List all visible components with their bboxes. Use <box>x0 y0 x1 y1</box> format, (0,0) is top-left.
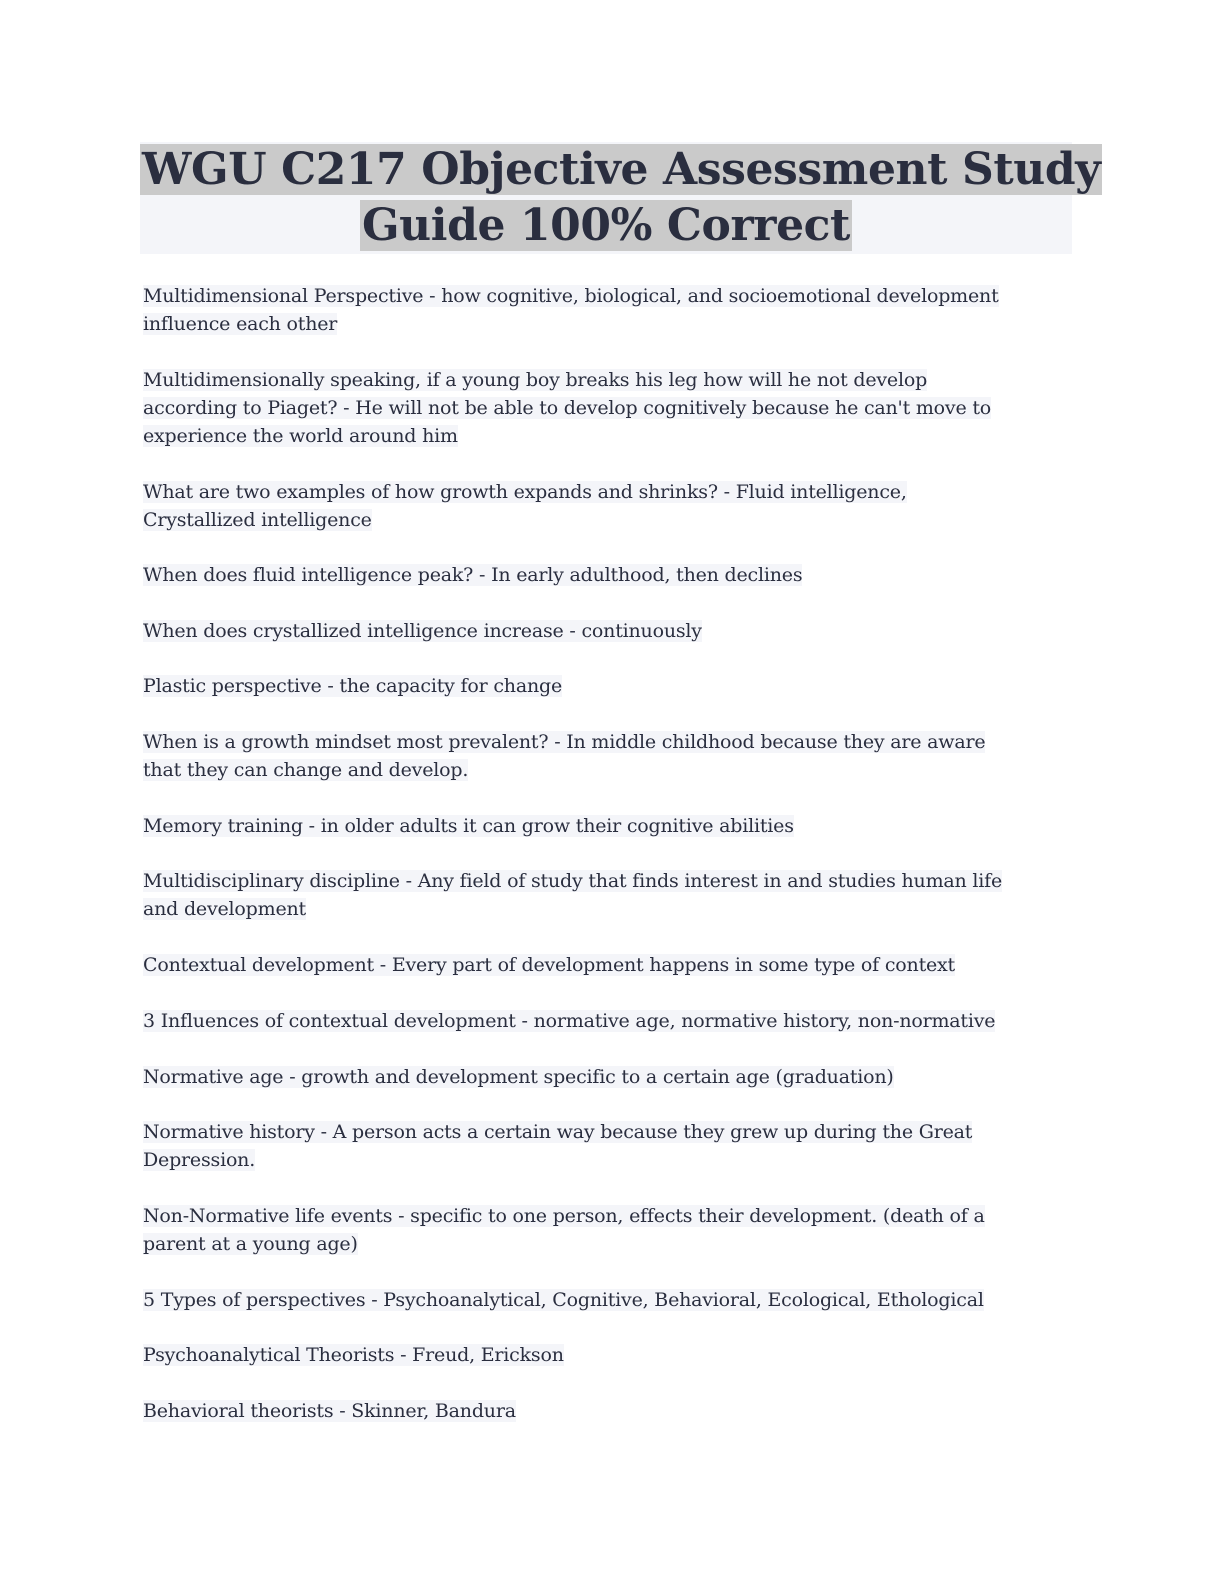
study-entry <box>143 561 802 589</box>
study-entry <box>143 1118 972 1174</box>
entry-line <box>143 756 985 784</box>
entry-line <box>143 1230 985 1258</box>
entry-line <box>143 867 1002 895</box>
entry-line-text: What are two examples of how growth expands and shrinks? - Fluid intelligence, <box>143 481 907 503</box>
study-entry <box>143 728 985 784</box>
study-entry <box>143 366 991 450</box>
entry-line-text: parent at a young age) <box>143 1233 358 1255</box>
entry-line-text: Multidimensional Perspective - how cognitive, biological, and socioemotional development <box>143 285 999 307</box>
entry-line-text: When is a growth mindset most prevalent? - In middle childhood because they are aware <box>143 731 986 753</box>
study-entry <box>143 672 562 700</box>
entry-line-text: experience the world around him <box>143 425 458 447</box>
entry-line <box>143 1341 564 1369</box>
entry-line-text: Behavioral theorists - Skinner, Bandura <box>143 1400 516 1422</box>
entry-line <box>143 812 794 840</box>
entry-line-text: Normative age - growth and development specific to a certain age (graduation) <box>143 1066 894 1088</box>
entry-line <box>143 366 991 394</box>
entry-line-text: that they can change and develop. <box>143 759 469 781</box>
entry-line-text: Normative history - A person acts a certain way because they grew up during the Great <box>143 1121 973 1143</box>
study-entry <box>143 617 702 645</box>
entry-line-text: Non-Normative life events - specific to one person, effects their development. (death of a <box>143 1205 985 1227</box>
entry-line <box>143 1397 516 1425</box>
entry-line-text: When does crystallized intelligence increase - continuously <box>143 620 702 642</box>
entry-line <box>143 895 1002 923</box>
study-entry <box>143 1007 995 1035</box>
study-entry <box>143 1202 985 1258</box>
entry-line-text: 3 Influences of contextual development - normative age, normative history, non-normative <box>143 1010 996 1032</box>
entry-line-text: Multidisciplinary discipline - Any field of study that finds interest in and studies human life <box>143 870 1003 892</box>
study-entry <box>143 951 955 979</box>
entry-line <box>143 394 991 422</box>
entry-line-text: Memory training - in older adults it can grow their cognitive abilities <box>143 815 794 837</box>
study-entry <box>143 1063 894 1091</box>
entry-line <box>143 617 702 645</box>
study-entry <box>143 812 794 840</box>
entry-line <box>143 1146 972 1174</box>
study-entry <box>143 282 999 338</box>
study-entry <box>143 1286 984 1314</box>
study-entry <box>143 478 907 534</box>
title-line-1 <box>140 142 1101 198</box>
study-entry <box>143 867 1002 923</box>
entry-line <box>143 310 999 338</box>
title-line-2 <box>140 198 1072 254</box>
entry-line <box>143 561 802 589</box>
entry-line-text: according to Piaget? - He will not be able to develop cognitively because he can't move to <box>143 397 992 419</box>
entry-line <box>143 1007 995 1035</box>
entry-line <box>143 1202 985 1230</box>
entry-line-text: Depression. <box>143 1149 256 1171</box>
title-text-1: WGU C217 Objective Assessment Study <box>142 144 1101 195</box>
entry-line-text: Plastic perspective - the capacity for change <box>143 675 562 697</box>
entry-line-text: Contextual development - Every part of development happens in some type of context <box>143 954 955 976</box>
document-title <box>140 142 1101 254</box>
entry-line <box>143 728 985 756</box>
entry-line <box>143 506 907 534</box>
entry-line <box>143 282 999 310</box>
entry-line <box>143 478 907 506</box>
entry-line <box>143 422 991 450</box>
title-text-2: Guide 100% Correct <box>362 200 850 251</box>
entry-line-text: and development <box>143 898 306 920</box>
entry-line <box>143 1063 894 1091</box>
study-entry <box>143 1341 564 1369</box>
entry-line-text: 5 Types of perspectives - Psychoanalytical, Cognitive, Behavioral, Ecological, Ethological <box>143 1289 984 1311</box>
entry-line-text: Psychoanalytical Theorists - Freud, Erickson <box>143 1344 564 1366</box>
entry-line <box>143 1118 972 1146</box>
entry-line-text: Multidimensionally speaking, if a young boy breaks his leg how will he not develop <box>143 369 928 391</box>
entry-line-text: When does fluid intelligence peak? - In early adulthood, then declines <box>143 564 803 586</box>
study-entry <box>143 1397 516 1425</box>
entry-line <box>143 1286 984 1314</box>
entry-line <box>143 672 562 700</box>
entry-line-text: Crystallized intelligence <box>143 509 372 531</box>
entry-line <box>143 951 955 979</box>
entry-line-text: influence each other <box>143 313 338 335</box>
